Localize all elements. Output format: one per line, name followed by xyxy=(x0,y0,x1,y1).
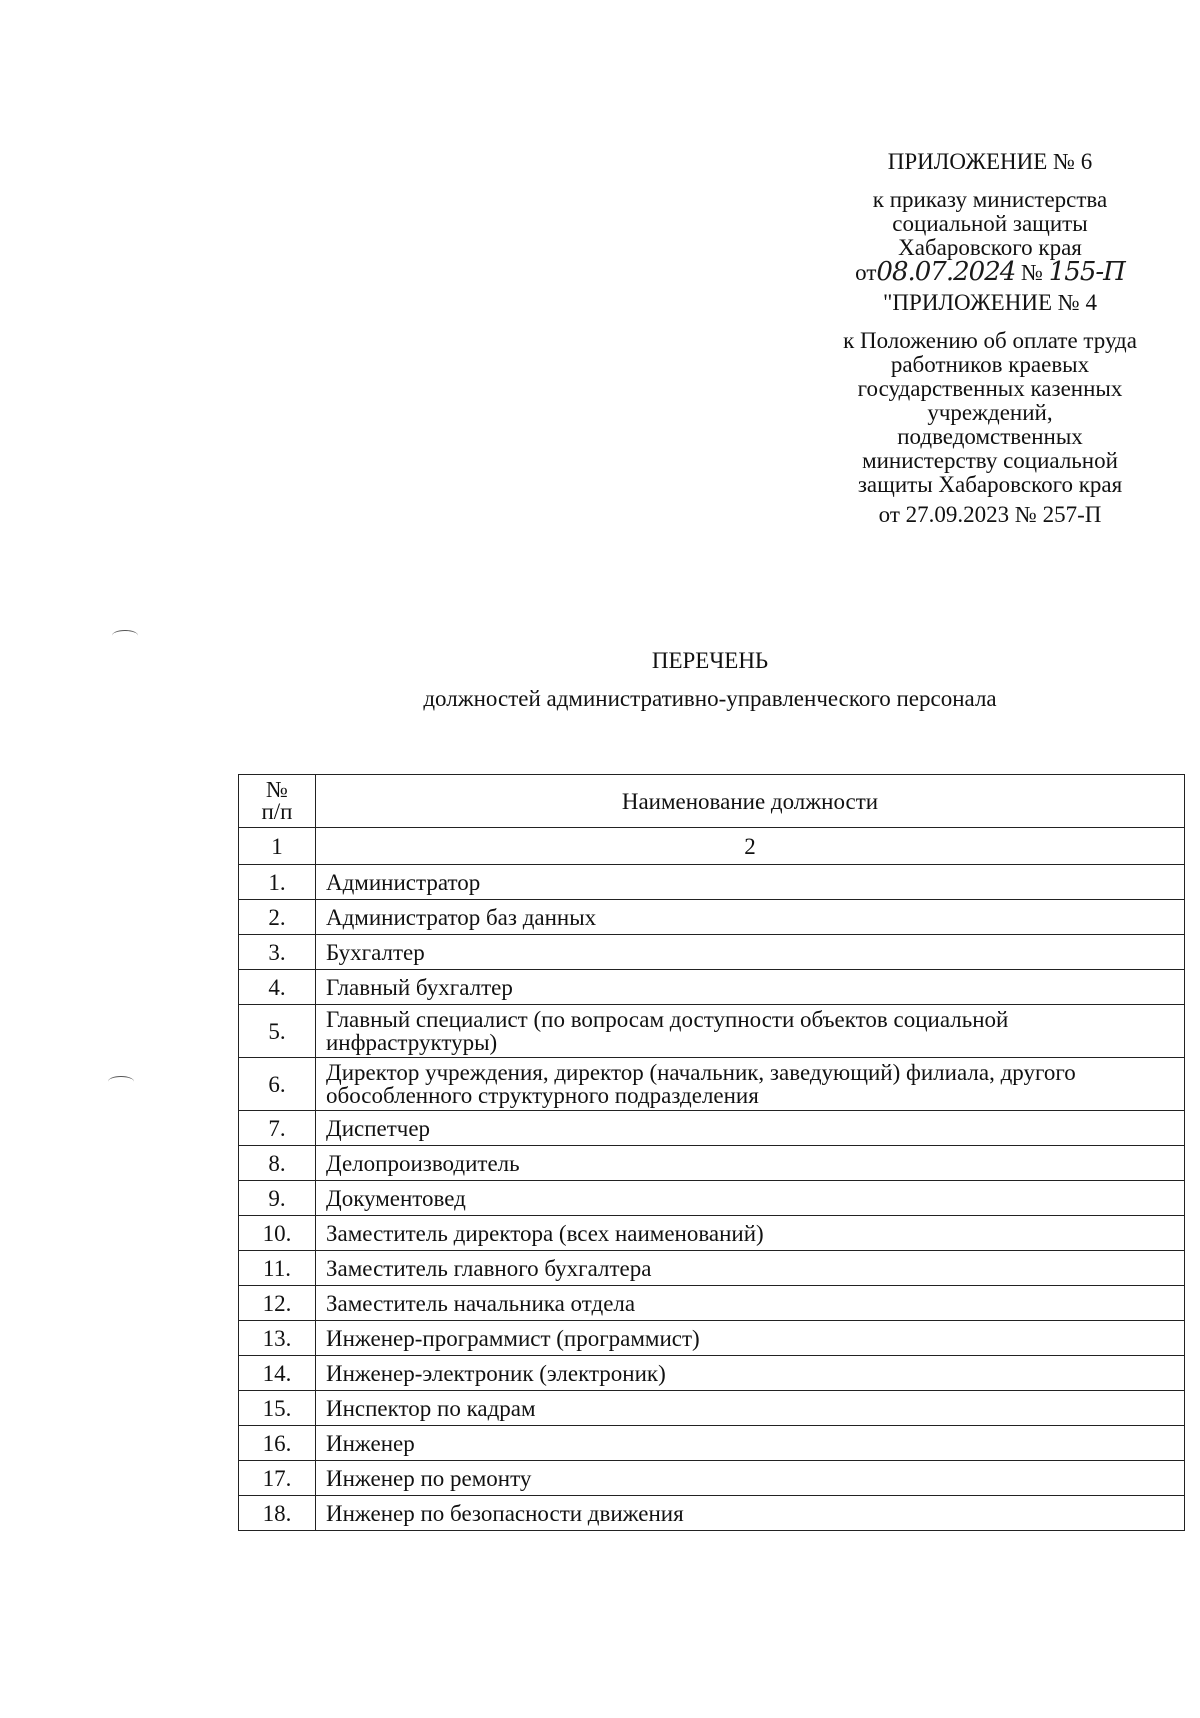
regulation-line: государственных казенных xyxy=(857,376,1123,401)
table-row xyxy=(239,935,1185,970)
row-number: 12. xyxy=(239,1286,316,1321)
order-line: социальной защиты xyxy=(892,211,1088,236)
row-position-name: Администратор баз данных xyxy=(316,900,1185,935)
order-line: Хабаровского края xyxy=(898,235,1082,260)
table-row xyxy=(239,1426,1185,1461)
table-row xyxy=(239,970,1185,1005)
order-line: к приказу министерства xyxy=(872,187,1108,212)
regulation-line: к Положению об оплате труда xyxy=(843,328,1137,353)
row-position-name: Инженер xyxy=(316,1426,1185,1461)
table-row xyxy=(239,1181,1185,1216)
header-block xyxy=(800,150,1180,527)
order-date-line xyxy=(800,257,1180,287)
row-number: 10. xyxy=(239,1216,316,1251)
column-index-2: 2 xyxy=(316,828,1185,865)
row-number: 18. xyxy=(239,1496,316,1531)
annex-title: "ПРИЛОЖЕНИЕ № 4 xyxy=(883,290,1097,315)
row-number: 5. xyxy=(239,1005,316,1058)
order-date-prefix: от xyxy=(855,260,877,285)
positions-table xyxy=(238,774,1185,1531)
row-number: 17. xyxy=(239,1461,316,1496)
row-position-name: Инженер по ремонту xyxy=(316,1461,1185,1496)
header-number-cell xyxy=(239,775,316,828)
scan-mark xyxy=(112,630,138,641)
column-index-1: 1 xyxy=(239,828,316,865)
row-number: 14. xyxy=(239,1356,316,1391)
table-row xyxy=(239,1251,1185,1286)
row-number: 7. xyxy=(239,1111,316,1146)
row-number: 16. xyxy=(239,1426,316,1461)
table-row xyxy=(239,1216,1185,1251)
row-position-name: Делопроизводитель xyxy=(316,1146,1185,1181)
table-header-row xyxy=(239,775,1185,828)
row-number: 9. xyxy=(239,1181,316,1216)
row-position-name: Директор учреждения, директор (начальник, заведующий) филиала, другого обособленного структурного подразделения xyxy=(316,1058,1185,1111)
order-number-handwritten: 155-П xyxy=(1048,257,1125,287)
table-row xyxy=(239,1461,1185,1496)
scan-mark xyxy=(108,1076,134,1087)
row-position-name: Документовед xyxy=(316,1181,1185,1216)
row-number: 4. xyxy=(239,970,316,1005)
regulation-line: защиты Хабаровского края xyxy=(857,472,1123,497)
row-number: 3. xyxy=(239,935,316,970)
table-row xyxy=(239,865,1185,900)
column-index-row xyxy=(239,828,1185,865)
regulation-line: министерству социальной xyxy=(862,448,1118,473)
order-date-handwritten: 08.07.2024 xyxy=(876,257,1016,287)
table-row xyxy=(239,1058,1185,1111)
regulation-line: работников краевых xyxy=(890,352,1090,377)
header-name-cell: Наименование должности xyxy=(316,775,1185,828)
row-position-name: Заместитель директора (всех наименований) xyxy=(316,1216,1185,1251)
header-number-symbol: № xyxy=(266,777,288,802)
regulation-line: подведомственных xyxy=(897,424,1083,449)
table-row xyxy=(239,1356,1185,1391)
row-number: 2. xyxy=(239,900,316,935)
regulation-line: учреждений, xyxy=(927,400,1053,425)
order-number-prefix: № xyxy=(1021,260,1043,285)
regulation-date: от 27.09.2023 № 257-П xyxy=(878,502,1102,527)
table-row xyxy=(239,1111,1185,1146)
row-number: 8. xyxy=(239,1146,316,1181)
table-row xyxy=(239,1286,1185,1321)
row-number: 6. xyxy=(239,1058,316,1111)
table-row xyxy=(239,1005,1185,1058)
table-row xyxy=(239,1146,1185,1181)
row-position-name: Заместитель главного бухгалтера xyxy=(316,1251,1185,1286)
row-position-name: Главный специалист (по вопросам доступности объектов социальной инфраструктуры) xyxy=(316,1005,1185,1058)
row-position-name: Инженер по безопасности движения xyxy=(316,1496,1185,1531)
row-position-name: Инспектор по кадрам xyxy=(316,1391,1185,1426)
row-position-name: Диспетчер xyxy=(316,1111,1185,1146)
row-position-name: Инженер-программист (программист) xyxy=(316,1321,1185,1356)
document-title: ПЕРЕЧЕНЬ xyxy=(651,648,769,673)
header-number-label: п/п xyxy=(261,799,293,824)
table-row xyxy=(239,1391,1185,1426)
row-position-name: Администратор xyxy=(316,865,1185,900)
row-position-name: Главный бухгалтер xyxy=(316,970,1185,1005)
row-number: 13. xyxy=(239,1321,316,1356)
row-position-name: Бухгалтер xyxy=(316,935,1185,970)
row-number: 11. xyxy=(239,1251,316,1286)
row-position-name: Инженер-электроник (электроник) xyxy=(316,1356,1185,1391)
table-row xyxy=(239,900,1185,935)
appendix-title: ПРИЛОЖЕНИЕ № 6 xyxy=(887,149,1093,174)
row-position-name: Заместитель начальника отдела xyxy=(316,1286,1185,1321)
table-row xyxy=(239,1496,1185,1531)
row-number: 15. xyxy=(239,1391,316,1426)
row-number: 1. xyxy=(239,865,316,900)
document-subtitle: должностей административно-управленческого персонала xyxy=(423,686,997,711)
table-row xyxy=(239,1321,1185,1356)
